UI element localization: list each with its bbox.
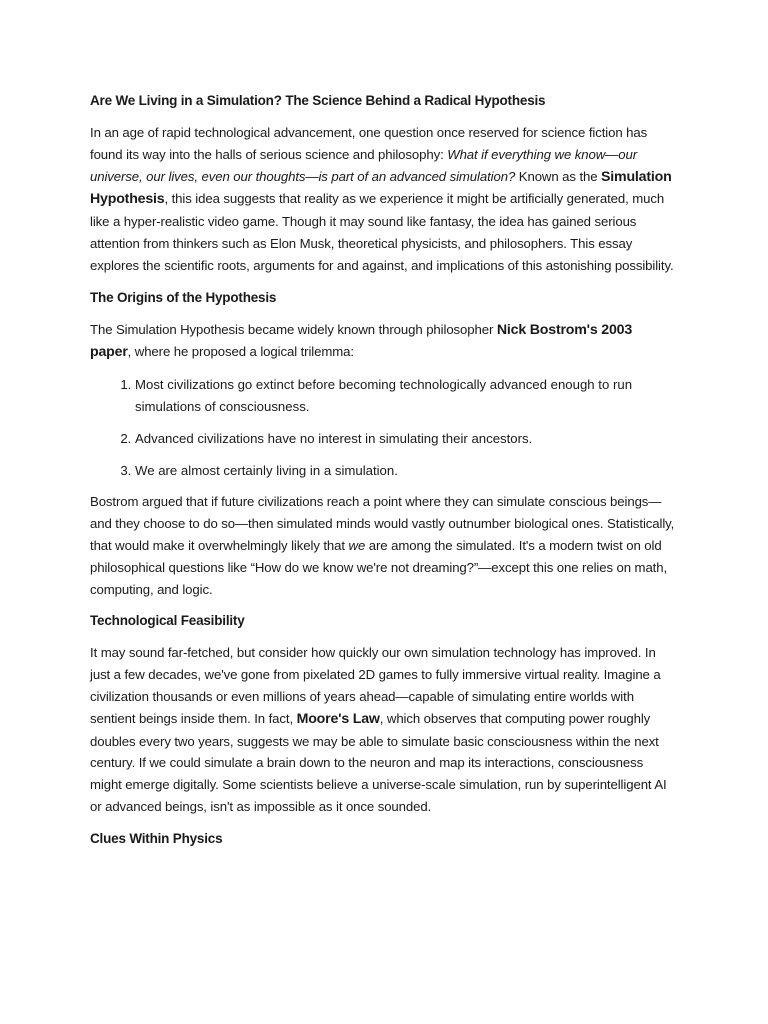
physics-heading: Clues Within Physics bbox=[90, 830, 223, 846]
document-page bbox=[90, 90, 675, 860]
feasibility-bold-moores-law: Moore's Law bbox=[296, 710, 380, 727]
feasibility-text-1: It may sound far-fetched, but consider how quickly our own simulation technology has improved. In just a few decades, we've gone from pixelated 2D games to fully immersive virtual reality. Imagine a civilization thousands or even millions of years ahead—capable of simulating entire worlds with sentient beings inside them. In fact, bbox=[90, 645, 661, 726]
origins-text-2: , where he proposed a logical trilemma: bbox=[127, 344, 354, 360]
intro-text-1: In an age of rapid technological advancement, one question once reserved for science fiction has found its way into the halls of serious science and philosophy: bbox=[90, 125, 648, 162]
list-item: 3. We are almost certainly living in a simulation. bbox=[135, 460, 675, 482]
origins-bold-paper: Nick Bostrom's 2003 paper bbox=[90, 321, 633, 361]
feasibility-heading: Technological Feasibility bbox=[90, 613, 245, 629]
list-item: 1. Most civilizations go extinct before becoming technologically advanced enough to run simulations of consciousness. bbox=[135, 374, 675, 418]
intro-italic-question: What if everything we know—our universe, our lives, even our thoughts—is part of an advanced simulation? bbox=[90, 146, 637, 184]
origins-heading: The Origins of the Hypothesis bbox=[90, 289, 277, 305]
feasibility-paragraph bbox=[90, 642, 675, 817]
origins-p2-text-2: are among the simulated. It's a modern twist on old philosophical questions like “How do we know we're not dreaming?”—except this one relies on math, computing, and logic. bbox=[90, 537, 668, 597]
trilemma-list bbox=[90, 374, 675, 481]
intro-text-2: Known as the bbox=[515, 168, 602, 184]
feasibility-text-2: , which observes that computing power roughly doubles every two years, suggests we may be able to simulate basic consciousness within the next century. If we could simulate a brain down to the neuron and map its interactions, consciousness might emerge digitally. Some scientists believe a universe-scale simulation, run by superintelligent AI or advanced beings, isn't as impossible as it once sounded. bbox=[90, 710, 667, 814]
origins-text-1: The Simulation Hypothesis became widely known through philosopher bbox=[90, 321, 497, 337]
origins-p2-text-1: Bostrom argued that if future civilizations reach a point where they can simulate conscious beings—and they choose to do so—then simulated minds would vastly outnumber biological ones. Statistically, that would make it overwhelmingly likely that bbox=[90, 494, 675, 553]
origins-p2-italic: we bbox=[348, 537, 366, 553]
intro-text-3: , this idea suggests that reality as we experience it might be artificially generated, much like a hyper-realistic video game. Though it may sound like fantasy, the idea has gained serious attention from thinkers such as Elon Musk, theoretical physicists, and philosophers. This essay explores the scientific roots, arguments for and against, and implications of this astonishing possibility. bbox=[90, 191, 674, 273]
origins-paragraph-1 bbox=[90, 319, 675, 365]
intro-bold-term: Simulation Hypothesis bbox=[90, 168, 672, 208]
list-item: 2. Advanced civilizations have no interest in simulating their ancestors. bbox=[135, 428, 675, 450]
intro-paragraph bbox=[90, 122, 675, 277]
document-title: Are We Living in a Simulation? The Science Behind a Radical Hypothesis bbox=[90, 93, 546, 108]
origins-paragraph-2 bbox=[90, 491, 675, 600]
